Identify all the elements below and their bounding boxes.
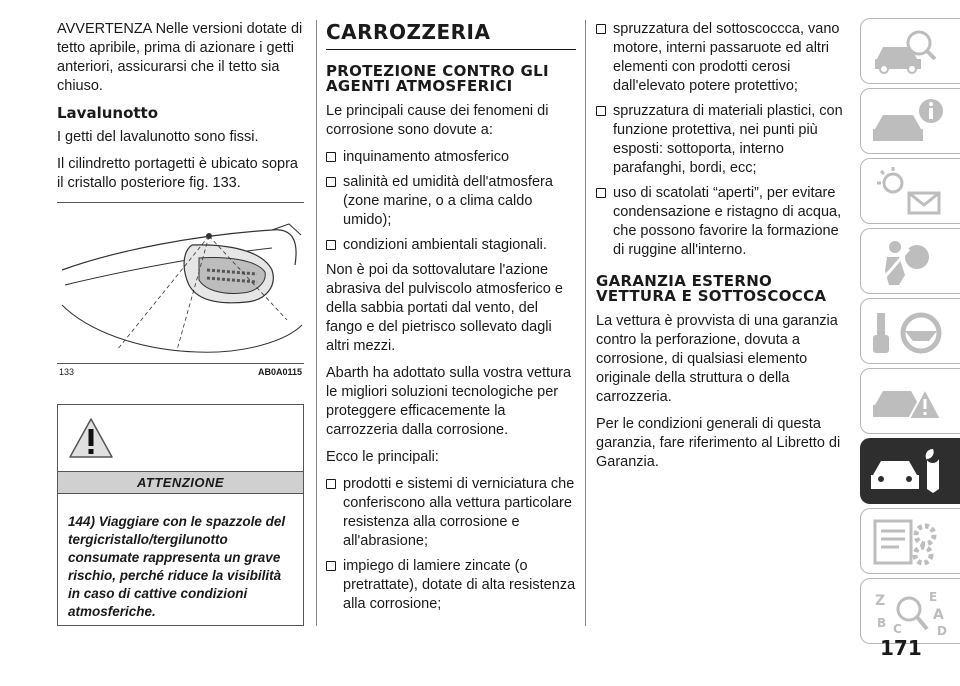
warning-lights-message-icon (869, 165, 949, 219)
svg-text:E: E (929, 590, 938, 604)
paragraph: Le principali cause dei fenomeni di corrosione sono dovute a: (326, 103, 549, 138)
airbag-person-icon (869, 235, 949, 289)
section-title-lavalunotto: Lavalunotto (57, 104, 159, 122)
checkbox-bullet-icon (326, 561, 336, 571)
figure-bottom-rule (57, 363, 304, 364)
rear-washer-illustration (57, 210, 304, 360)
figure-number: 133 (59, 367, 75, 377)
checkbox-bullet-icon (596, 106, 606, 116)
paragraph: I getti del lavalunotto sono fissi. (57, 129, 259, 145)
warning-number: 144) (68, 514, 96, 529)
svg-text:A: A (933, 607, 944, 623)
car-search-icon (869, 25, 949, 79)
warning-header: ATTENZIONE (58, 471, 303, 494)
list-item-text: impiego di lamiere zincate (o pretrattate), dotate di alta resistenza alla corrosione; (343, 558, 576, 612)
list-item-text: prodotti e sistemi di verniciatura che conferiscono alla vettura particolare resistenza alla corrosione e all'abrasione; (343, 476, 575, 549)
checkbox-bullet-icon (326, 152, 336, 162)
tab-car-search[interactable] (860, 18, 960, 84)
list-item-text: inquinamento atmosferico (343, 149, 510, 165)
section-title-garanzia: GARANZIA ESTERNO VETTURA E SOTTOSCOCCA (596, 272, 827, 305)
list-item-text: condizioni ambientali stagionali. (343, 237, 547, 253)
causes-list (326, 148, 576, 255)
figure-code: AB0A0115 (257, 367, 302, 377)
paragraph: Non è poi da sottovalutare l'azione abrasiva del pulviscolo atmosferico e della sabbia portati dal vento, del fango e del pietrisco sollevato dagli altri mezzi. (326, 262, 563, 354)
solutions-list (326, 475, 576, 614)
list-item (596, 184, 850, 260)
paragraph: Per le condizioni generali di questa garanzia, fare riferimento al Libretto di Garanzia. (596, 416, 841, 470)
tab-car-maintenance[interactable] (860, 438, 960, 504)
svg-text:C: C (893, 622, 902, 636)
svg-text:B: B (877, 616, 887, 630)
figure-rear-washer (57, 202, 304, 382)
tab-car-info[interactable] (860, 88, 960, 154)
car-info-icon (869, 95, 949, 149)
paragraph: Il cilindretto portagetti è ubicato sopra il cristallo posteriore fig. 133. (57, 156, 298, 191)
list-item-text: spruzzatura di materiali plastici, con funzione protettiva, nei punti più esposti: sottoporta, interno parafanghi, bordi, ecc; (613, 103, 843, 176)
tab-car-warning[interactable] (860, 368, 960, 434)
section-title-protezione: PROTEZIONE CONTRO GLI AGENTI ATMOSFERICI (326, 62, 549, 95)
list-item-text: salinità ed umidità dell'atmosfera (zone marine, o a clima caldo umido); (343, 174, 553, 228)
car-warning-triangle-icon (869, 375, 949, 429)
middle-column (326, 20, 576, 620)
checkbox-bullet-icon (326, 479, 336, 489)
tab-key-steering[interactable] (860, 298, 960, 364)
page-number: 171 (880, 636, 922, 660)
chapter-tabs (860, 18, 960, 648)
tab-warning-lights[interactable] (860, 158, 960, 224)
checkbox-bullet-icon (326, 177, 336, 187)
tab-specs[interactable] (860, 508, 960, 574)
svg-text:D: D (937, 624, 947, 638)
index-letters-icon (869, 585, 949, 639)
warning-text (68, 513, 296, 621)
figure-top-rule (57, 202, 304, 203)
specs-gear-icon (869, 515, 949, 569)
column-divider (585, 20, 586, 626)
warning-box (57, 404, 304, 626)
key-steering-wheel-icon (869, 305, 949, 359)
list-item (326, 236, 576, 255)
paragraph: Ecco le principali: (326, 449, 439, 465)
car-wrench-icon (869, 445, 949, 499)
warning-body: Viaggiare con le spazzole del tergicristallo/tergilunotto consumate rappresenta un grave rischio, perché riduce la visibilità in caso di cattive condizioni atmosferiche. (68, 514, 286, 619)
chapter-heading: CARROZZERIA (326, 20, 576, 50)
checkbox-bullet-icon (596, 188, 606, 198)
paragraph: Abarth ha adottato sulla vostra vettura le migliori soluzioni tecnologiche per proteggere efficacemente la carrozzeria dalla corrosione. (326, 365, 572, 438)
svg-text:Z: Z (875, 593, 886, 609)
list-item (326, 148, 576, 167)
checkbox-bullet-icon (326, 240, 336, 250)
checkbox-bullet-icon (596, 24, 606, 34)
warning-triangle-icon (68, 417, 114, 459)
list-item-text: spruzzatura del sottoscoccca, vano motore, interni passaruote ed altri elementi con prodotti cerosi dall'elevato potere protettivo; (613, 21, 840, 94)
list-item (596, 20, 850, 96)
list-item (326, 557, 576, 614)
paragraph: La vettura è provvista di una garanzia contro la perforazione, dovuta a corrosione, di qualsiasi elemento originale della struttura o della carrozzeria. (596, 313, 838, 405)
list-item (326, 173, 576, 230)
intro-paragraph: AVVERTENZA Nelle versioni dotate di tetto apribile, prima di azionare i getti anteriori, assicurarsi che il tetto sia chiuso. (57, 21, 303, 94)
list-item-text: uso di scatolati “aperti”, per evitare condensazione e ristagno di acqua, che possono favorire la formazione di ruggine all'interno. (613, 185, 842, 258)
list-item (596, 102, 850, 178)
tab-airbag[interactable] (860, 228, 960, 294)
tab-index[interactable] (860, 578, 960, 644)
list-item (326, 475, 576, 551)
right-column (596, 20, 850, 480)
solutions-list-continued (596, 20, 850, 260)
column-divider (316, 20, 317, 626)
left-column (57, 20, 307, 201)
